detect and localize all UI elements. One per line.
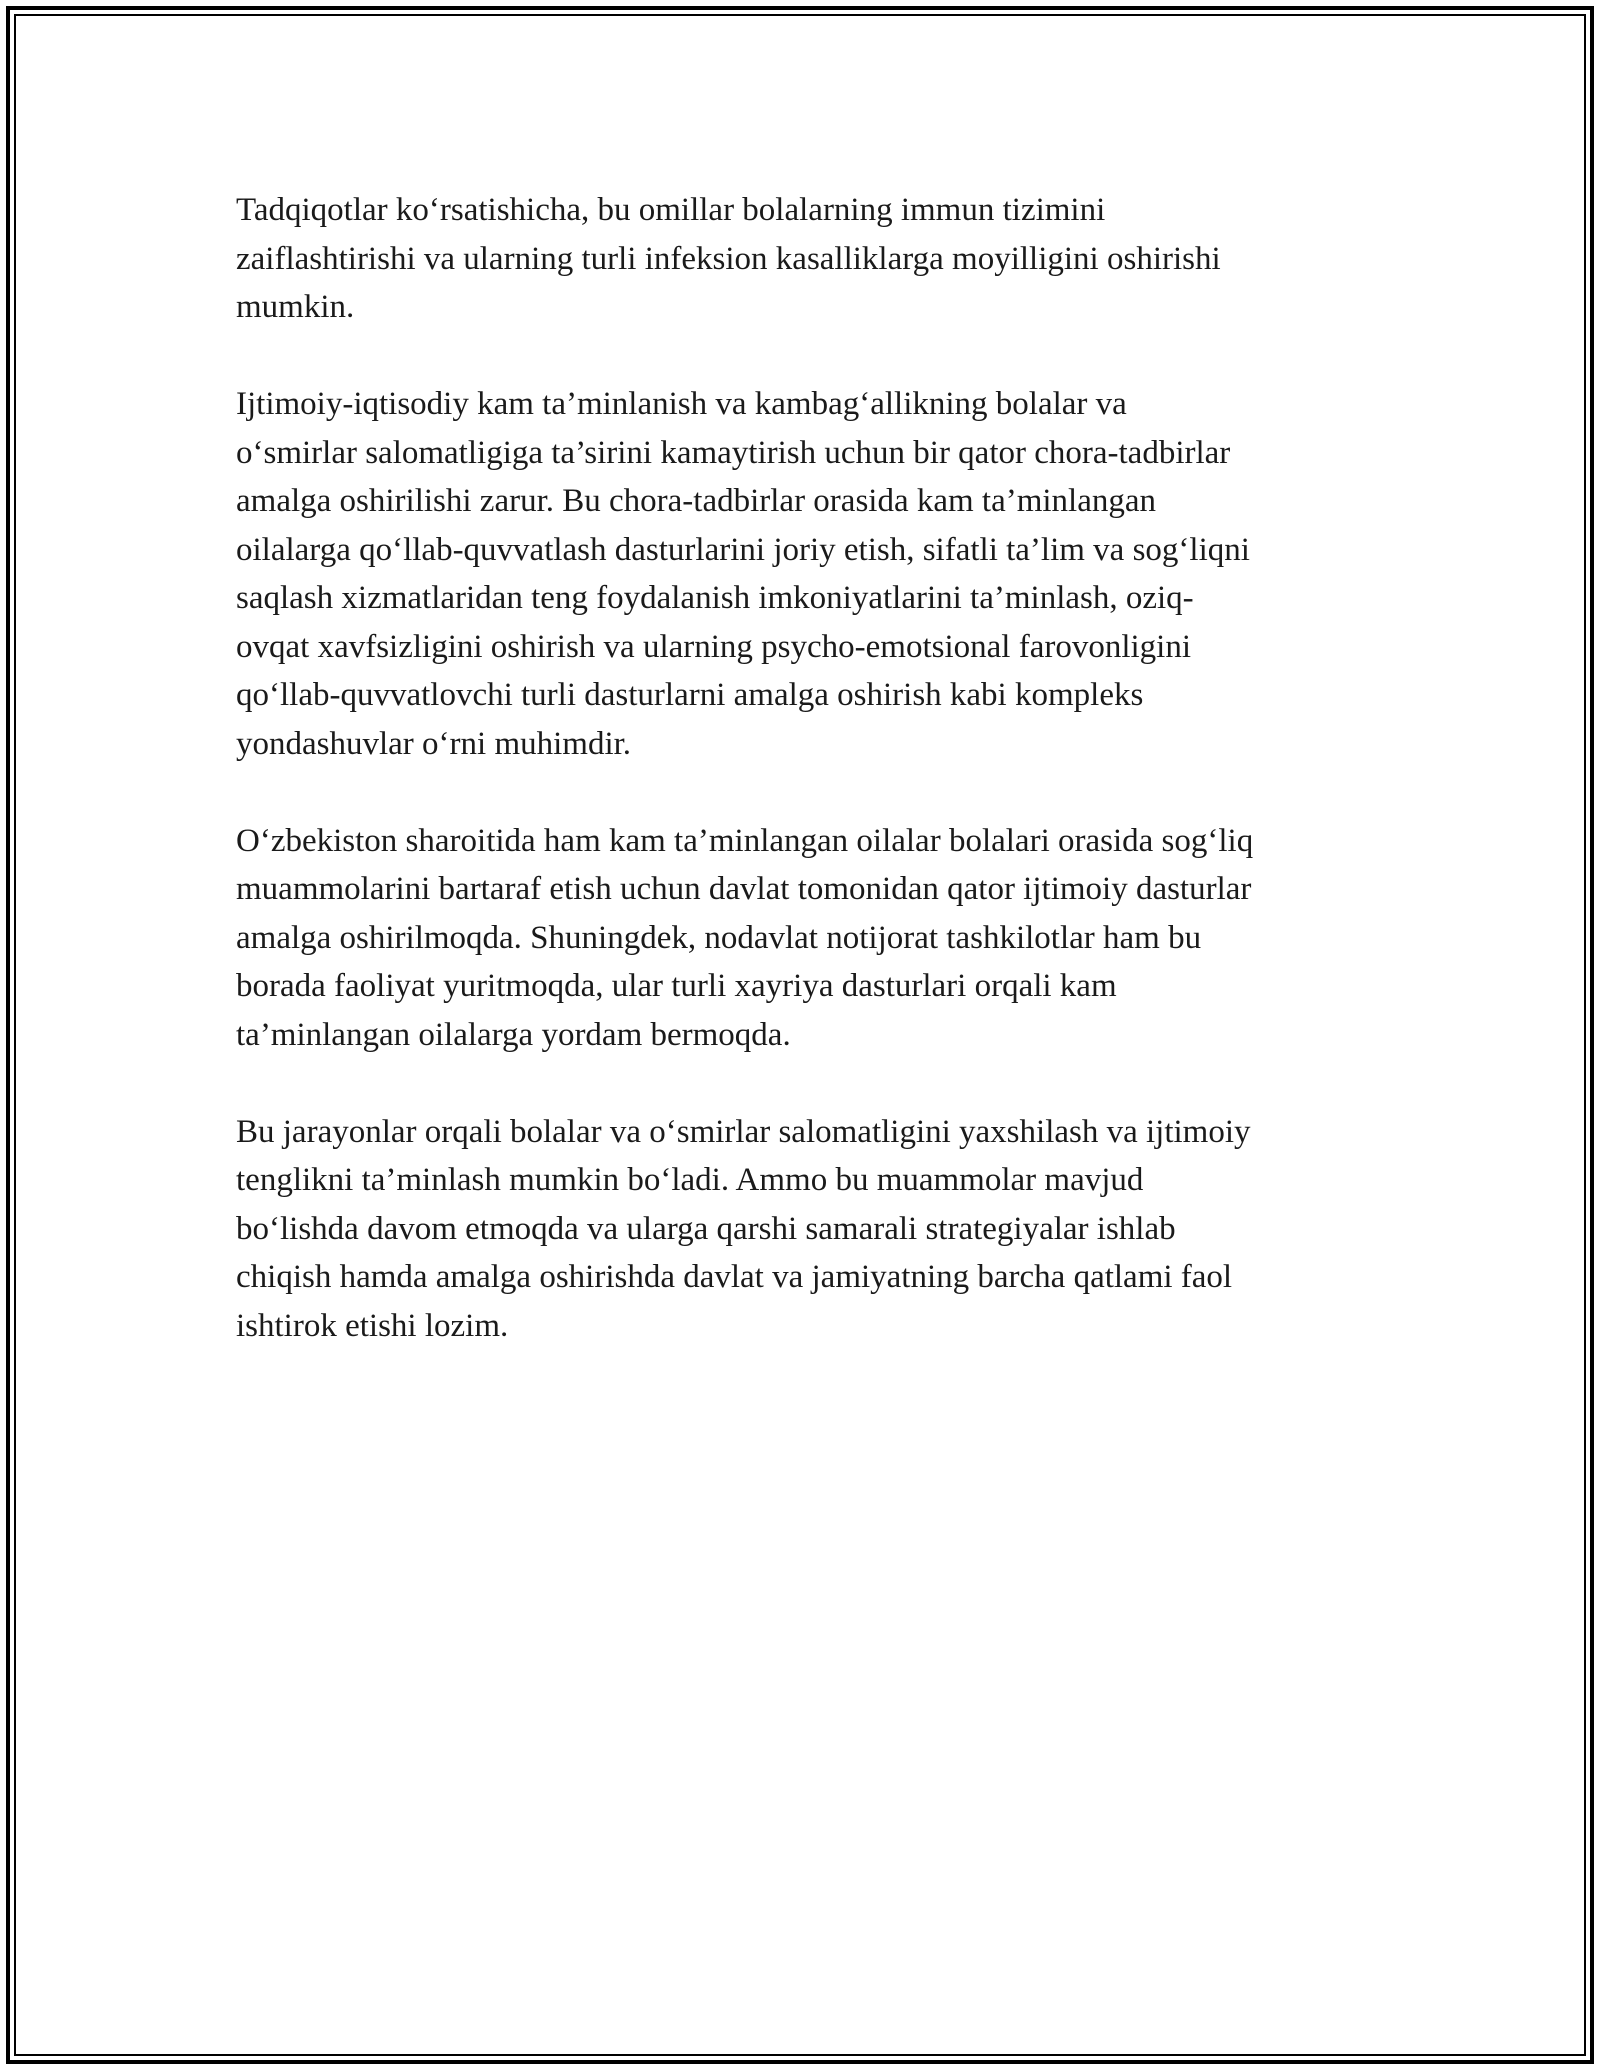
paragraph-line: O‘zbekiston sharoitida ham kam ta’minlangan oilalar bolalari orasida sog‘liq [236,822,1254,859]
paragraph-line: Tadqiqotlar ko‘rsatishicha, bu omillar bolalarning immun tizimini [236,192,1106,228]
paragraph-line: mumkin. [236,289,355,325]
paragraph-line: tenglikni ta’minlash mumkin bo‘ladi. Ammo bu muammolar mavjud [236,1162,1144,1198]
paragraph-2 [236,380,1386,768]
paragraph-line: ta’minlangan oilalarga yordam bermoqda. [236,1016,791,1053]
paragraph-line: zaiflashtirishi va ularning turli infeksion kasalliklarga moyilligini oshirishi [236,240,1221,277]
paragraph-line: ishtirok etishi lozim. [236,1307,509,1344]
paragraph-line: o‘smirlar salomatligiga ta’sirini kamaytirish uchun bir qator chora-tadbirlar [236,434,1231,471]
paragraph-line: yondashuvlar o‘rni muhimdir. [236,725,632,762]
paragraph-4 [236,1108,1386,1351]
paragraph-line: amalga oshirilmoqda. Shuningdek, nodavlat notijorat tashkilotlar ham bu [236,919,1202,956]
paragraph-line: chiqish hamda amalga oshirishda davlat va jamiyatning barcha qatlami faol [236,1259,1233,1295]
document-body [236,186,1386,1350]
paragraph-line: ovqat xavfsizligini oshirish va ularning psycho-emotsional farovonligini [236,628,1192,665]
paragraph-line: saqlash xizmatlaridan teng foydalanish imkoniyatlarini ta’minlash, oziq- [236,580,1194,616]
paragraph-line: Ijtimoiy-iqtisodiy kam ta’minlanish va kambag‘allikning bolalar va [236,386,1127,422]
paragraph-line: bo‘lishda davom etmoqda va ularga qarshi samarali strategiyalar ishlab [236,1210,1176,1247]
paragraph-line: qo‘llab-quvvatlovchi turli dasturlarni amalga oshirish kabi kompleks [236,677,1144,713]
paragraph-line: Bu jarayonlar orqali bolalar va o‘smirlar salomatligini yaxshilash va ijtimoiy [236,1113,1251,1150]
paragraph-line: amalga oshirilishi zarur. Bu chora-tadbirlar orasida kam ta’minlangan [236,483,1157,519]
paragraph-line: oilalarga qo‘llab-quvvatlash dasturlarini joriy etish, sifatli ta’lim va sog‘liqni [236,531,1250,568]
paragraph-line: borada faoliyat yuritmoqda, ular turli xayriya dasturlari orqali kam [236,968,1117,1004]
paragraph-1 [236,186,1386,332]
paragraph-line: muammolarini bartaraf etish uchun davlat tomonidan qator ijtimoiy dasturlar [236,871,1252,907]
paragraph-3 [236,817,1386,1060]
